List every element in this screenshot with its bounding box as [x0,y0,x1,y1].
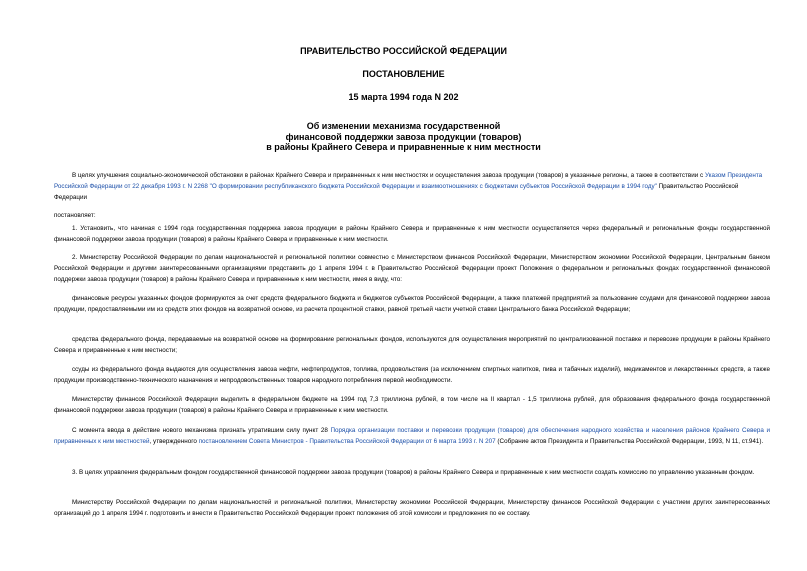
government-header: ПРАВИТЕЛЬСТВО РОССИЙСКОЙ ФЕДЕРАЦИИ [300,46,507,56]
date-number: 15 марта 1994 года N 202 [348,92,459,102]
item-3-text: 3. В целях управления федеральным фондом государственной финансовой поддержки завоза продукции (товаров) в районы Крайнего Севера и приравненные к ним местности создать комиссию по управлению указанным фондом. [72,469,755,476]
funds-text-3: ссуды из федерального фонда выдаются для осуществления завоза нефти, нефтепродуктов, топлива, продовольствия (за исключением спиртных напитков, пива и табачных изделий), медикаментов и лекарственных средств, а также продукции производственно-технического назначения и непродовольственных товаров народного потребления первой необходимости. [54,366,770,384]
void-text-tail: (Собрание актов Президента и Правительства Российской Федерации, 1993, N 11, ст.941). [495,437,764,445]
void-text-mid: , утвержденного [149,437,199,445]
ministries-paragraph [54,498,770,520]
minfin-paragraph [54,395,770,417]
document-type: ПОСТАНОВЛЕНИЕ [362,69,445,79]
supply-procedure-link[interactable]: Порядка организации поставки и перевозки продукции (товаров) для обеспечения народного хозяйства и населения районов Крайнего Севера и приравненных к ним местностей [54,427,770,445]
title-line-3: в районы Крайнего Севера и приравненные к ним местности [266,142,541,152]
funds-paragraph-2 [54,335,770,357]
resolves-text: постановляет: [54,212,96,219]
document-title [0,121,807,153]
title-line-1: Об изменении механизма государственной [306,121,501,131]
void-text: С момента ввода в действие нового механизма признать утратившим силу пункт 28 [72,427,331,434]
item-3-paragraph [54,468,770,479]
void-paragraph [54,426,770,448]
preamble-text: В целях улучшения социально-экономической обстановки в районах Крайнего Севера и приравненных к ним местностях и осуществления завоза продукции (товаров) в указанные регионы, а также в соответствии с [72,172,705,179]
funds-paragraph-3 [54,365,770,387]
minfin-text: Министерству финансов Российской Федерации выделить в федеральном бюджете на 1994 год 7,3 триллиона рублей, в том числе на II квартал - 1,5 триллиона рублей, для образования федерального фонда государственной финансовой поддержки завоза продукции (товаров) в районы Крайнего Севера и приравненные к ним местности. [54,396,770,414]
funds-text-2: средства федерального фонда, передаваемые на возвратной основе на формирование региональных фондов, используются для осуществления мероприятий по централизованной поставке и перевозке продукции в районы Крайнего Севера и приравненные к ним местности; [54,336,770,354]
item-2-paragraph [54,253,770,285]
ministries-text: Министерству Российской Федерации по делам национальностей и региональной политики, Министерству экономики Российской Федерации, Министерству финансов Российской Федерации с участием других заинтересованных организаций до 1 апреля 1994 г. подготовить и внести в Правительство Российской Федерации проект положения об этой комиссии и предложения по ее составу. [54,499,770,517]
item-1-paragraph [54,224,770,246]
council-resolution-link[interactable]: постановлением Совета Министров - Правительства Российской Федерации от 6 марта 1993 г. N 207 [198,437,496,445]
presidential-decree-link[interactable]: Указом Президента Российской Федерации от 22 декабря 1993 г. N 2268 "О формировании республиканского бюджета Российской Федерации и взаимоотношениях с бюджетами субъектов Российской Федерации в 1994 году" [54,172,763,190]
resolves-paragraph [54,211,770,222]
preamble-tail: Правительство Российской Федерации [54,182,739,201]
funds-text-1: финансовые ресурсы указанных фондов формируются за счет средств федерального бюджета и бюджетов субъектов Российской Федерации, а также платежей предприятий за пользование ссудами для финансовой поддержки завоза продукции, предоставляемыми им из средств этих фондов на возвратной основе, из расчета процентной ставки, равной третьей части учетной ставки Центрального банка Российской Федерации; [54,295,770,313]
funds-paragraph-1 [54,294,770,316]
item-2-text: 2. Министерству Российской Федерации по делам национальностей и региональной политики совместно с Министерством финансов Российской Федерации, Министерством экономики Российской Федерации, Центральным банком Российской Федерации и другими заинтересованными организациями представить до 1 апреля 1994 г. в Правительство Российской Федерации проект Положения о федеральном и региональных фондах государственной финансовой поддержки завоза продукции (товаров) в районы Крайнего Севера и приравненные к ним местности, имея в виду, что: [54,254,770,283]
preamble-paragraph [54,171,770,203]
title-line-2: финансовой поддержки завоза продукции (товаров) [285,131,522,142]
item-1-text: 1. Установить, что начиная с 1994 года государственная поддержка завоза продукции в районы Крайнего Севера и приравненные к ним местности осуществляется через федеральный и региональные фонды государственной финансовой поддержки завоза продукции (товаров) в районы Крайнего Севера и приравненные к ним местности. [54,225,770,243]
